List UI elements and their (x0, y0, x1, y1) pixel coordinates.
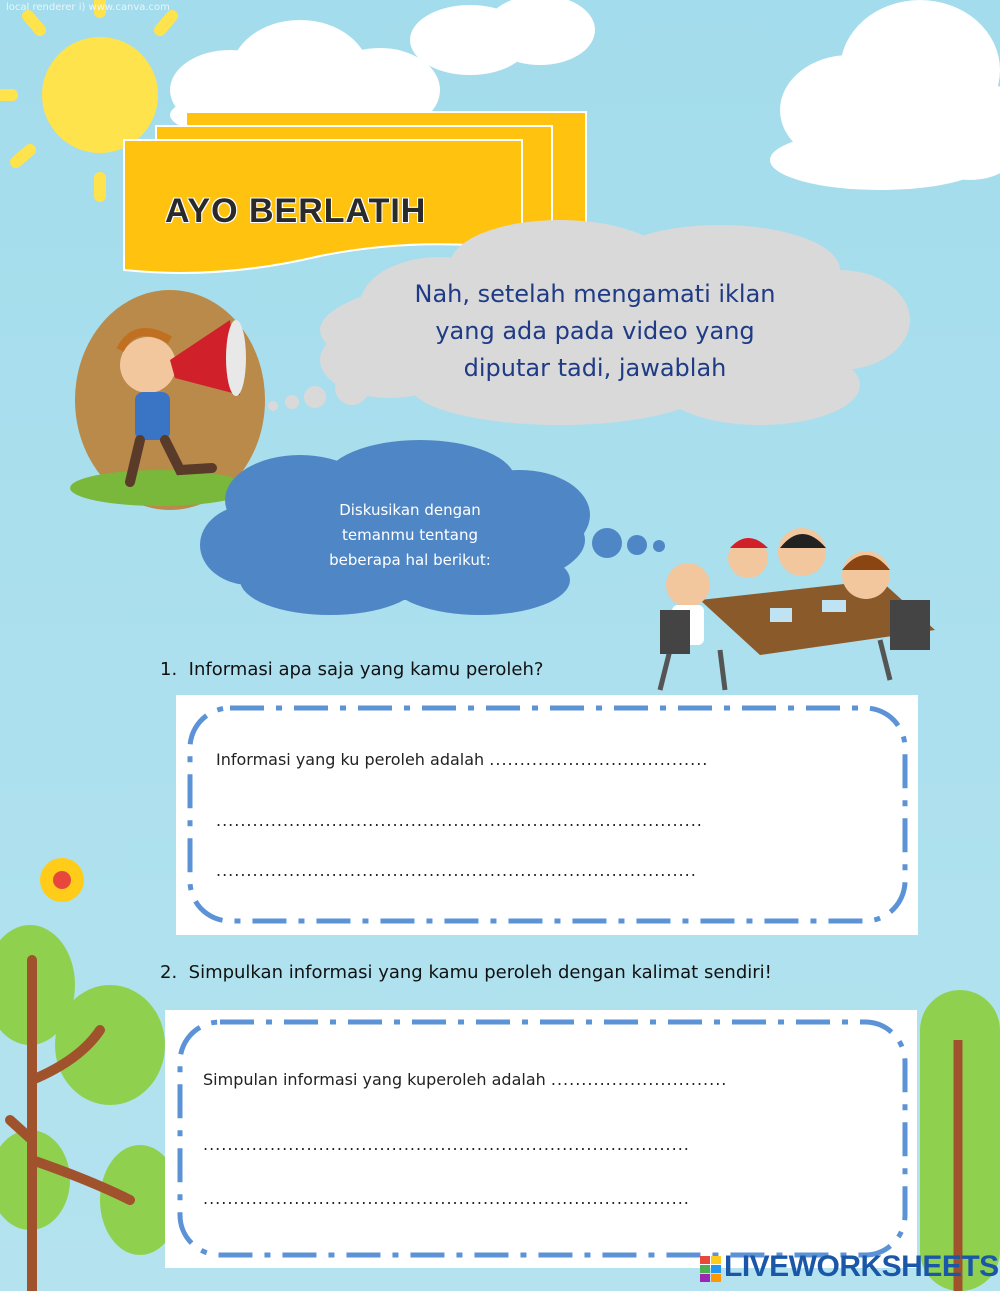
answer-2-line-2[interactable]: ................................................................................ (203, 1135, 690, 1154)
speech-line-3: diputar tadi, jawablah (463, 354, 727, 382)
speech-line-1: Nah, setelah mengamati iklan (414, 280, 776, 308)
question-text: Simpulkan informasi yang kamu peroleh dengan kalimat sendiri! (188, 962, 772, 983)
question-2 (160, 962, 772, 983)
speech-line-2: yang ada pada video yang (435, 317, 755, 345)
discussion-cloud-text (305, 498, 515, 573)
question-number: 2. (160, 962, 178, 983)
sky-cloud-icon (770, 0, 1000, 190)
answer-2-line-1[interactable] (203, 1070, 883, 1089)
answer-1-line-2[interactable]: ................................................................................ (216, 811, 703, 830)
tree-icon (0, 925, 180, 1291)
discussion-line-1: Diskusikan dengan (339, 501, 481, 519)
answer-1-line-3[interactable]: ............................................................................... (216, 861, 697, 880)
footer-brand[interactable]: LIVEWORKSHEETS (724, 1250, 999, 1283)
question-number: 1. (160, 659, 178, 680)
question-text: Informasi apa saja yang kamu peroleh? (188, 659, 544, 680)
answer-2-line-3[interactable]: ................................................................................ (203, 1189, 690, 1208)
discussion-line-2: temanmu tentang (341, 526, 479, 544)
page-title: AYO BERLATIH (165, 192, 427, 230)
discussion-line-3: beberapa hal berikut: (329, 551, 491, 569)
renderer-watermark: local renderer i) www.canva.com (6, 2, 170, 13)
answer-1-line-1[interactable] (216, 750, 881, 769)
answer-dots: .................................... (489, 750, 709, 769)
answer-lead: Simpulan informasi yang kuperoleh adalah (203, 1070, 546, 1089)
answer-dots: ............................. (550, 1070, 728, 1089)
kids-studying-illustration (660, 528, 935, 690)
answer-lead: Informasi yang ku peroleh adalah (216, 750, 485, 769)
question-1 (160, 659, 543, 680)
liveworksheets-logo-icon (700, 1256, 722, 1282)
flower-icon (40, 858, 84, 902)
speech-cloud-text (400, 276, 790, 387)
sky-cloud-icon (410, 0, 595, 75)
tree-icon (920, 990, 1000, 1291)
